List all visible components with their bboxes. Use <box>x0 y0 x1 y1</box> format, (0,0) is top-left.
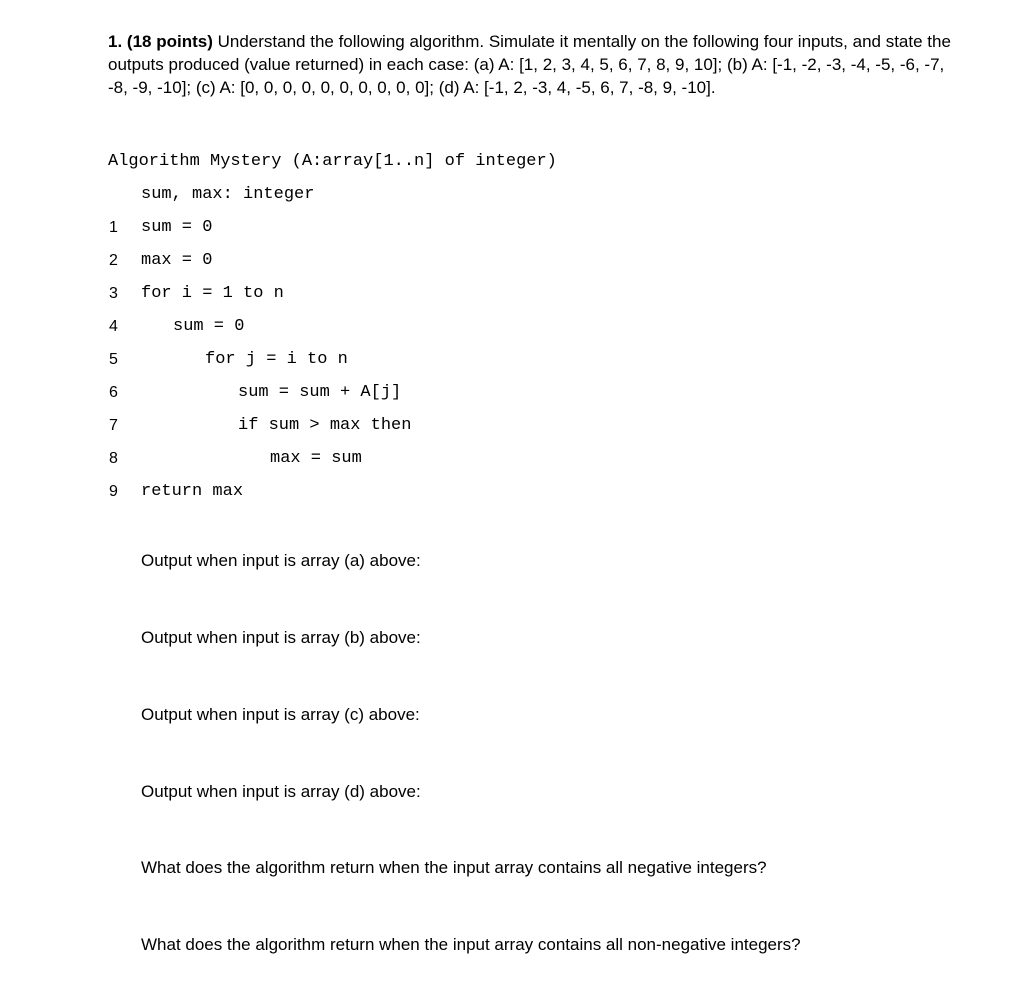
prompt-output-a: Output when input is array (a) above: <box>141 551 421 570</box>
prompt-all-negative: What does the algorithm return when the input array contains all negative integers? <box>141 858 767 877</box>
line-number-4: 4 <box>109 318 118 335</box>
code-line-6: sum = sum + A[j] <box>238 383 402 402</box>
code-line-1: sum = 0 <box>141 218 213 237</box>
prompt-output-b: Output when input is array (b) above: <box>141 628 421 647</box>
line-number-5: 5 <box>109 351 118 368</box>
prompt-output-d: Output when input is array (d) above: <box>141 782 421 801</box>
question-number: 1. <box>108 32 123 51</box>
question-body: Understand the following algorithm. Simulate it mentally on the following four inputs, and state the outputs produced (value returned) in each case: (a) A: [1, 2, 3, 4, 5, 6, 7, 8, 9, 10]; (b) A: [-1, -2, -3, -4, -5, -6, -7, -8, -9, -10]; (c) A: [0, 0, 0, 0, 0, 0, 0, 0, 0, 0]; (d) A: [-1, 2, -3, 4, -5, 6, 7, -8, 9, -10]. <box>108 32 951 97</box>
prompt-all-nonnegative: What does the algorithm return when the input array contains all non-negative integers? <box>141 935 801 954</box>
algorithm-header: Algorithm Mystery (A:array[1..n] of integer) <box>108 152 557 171</box>
code-line-2: max = 0 <box>141 251 213 270</box>
prompt-output-c: Output when input is array (c) above: <box>141 705 420 724</box>
line-number-3: 3 <box>109 285 118 302</box>
line-number-6: 6 <box>109 384 118 401</box>
question-points: (18 points) <box>126 32 213 51</box>
line-number-8: 8 <box>109 450 118 467</box>
code-line-5: for j = i to n <box>205 350 348 369</box>
question-text-block <box>108 30 958 99</box>
line-number-2: 2 <box>109 252 118 269</box>
code-line-4: sum = 0 <box>173 317 245 336</box>
code-line-9: return max <box>141 482 244 501</box>
variable-declaration: sum, max: integer <box>141 185 315 204</box>
line-number-9: 9 <box>109 483 118 500</box>
line-number-1: 1 <box>109 219 118 236</box>
line-number-7: 7 <box>109 417 118 434</box>
code-line-8: max = sum <box>270 449 362 468</box>
code-line-3: for i = 1 to n <box>141 284 284 303</box>
code-line-7: if sum > max then <box>238 416 412 435</box>
